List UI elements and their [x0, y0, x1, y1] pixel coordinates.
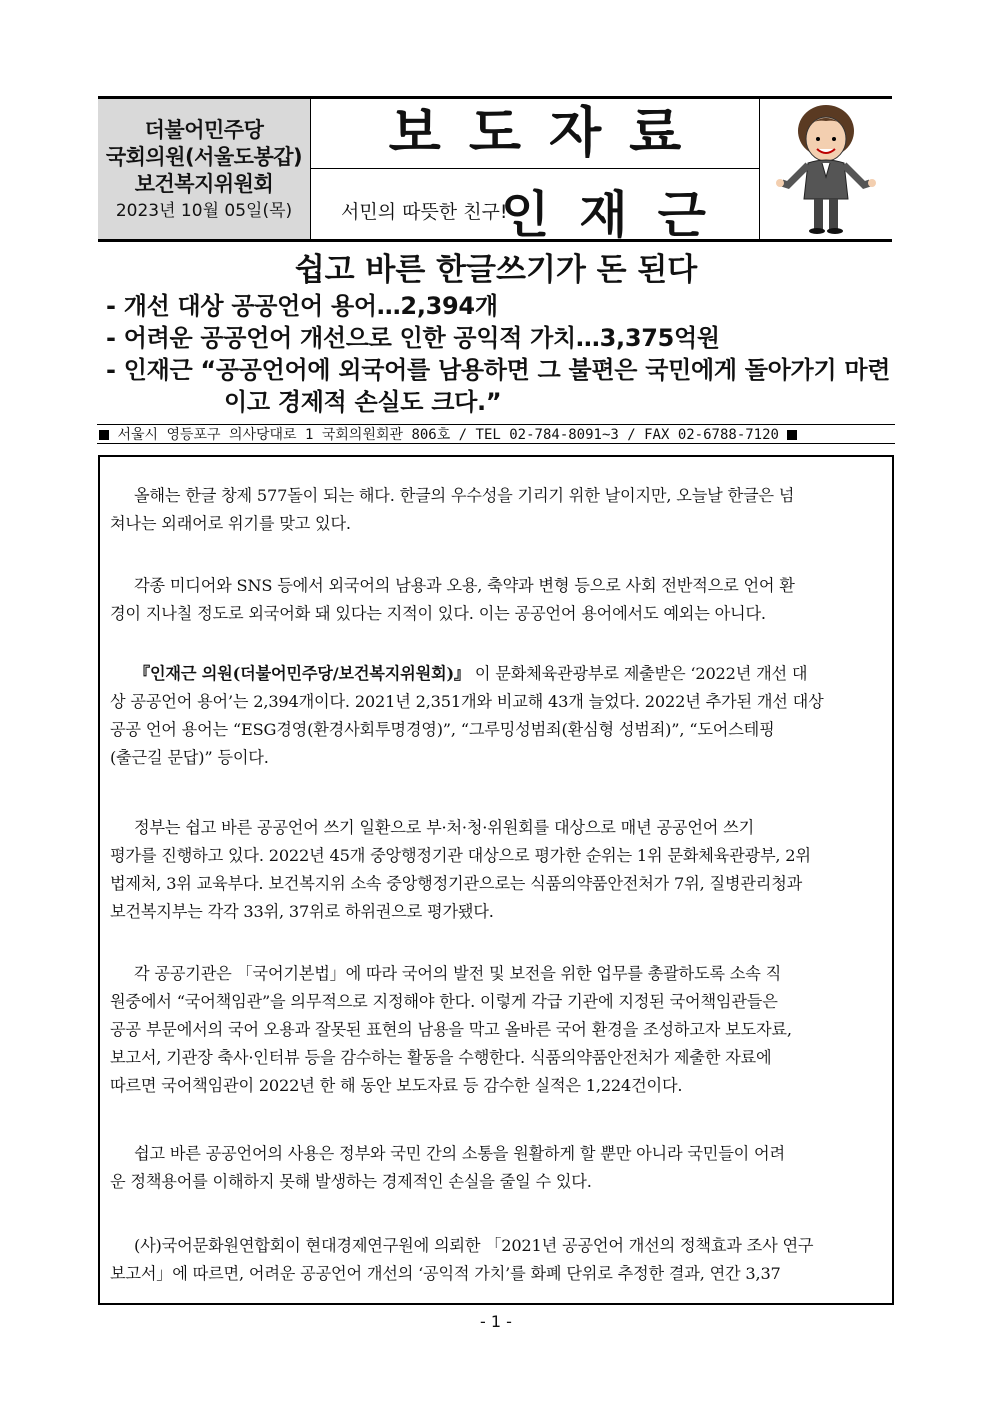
- caricature-cell: [759, 99, 892, 239]
- committee-name: 보건복지위원회: [134, 172, 274, 196]
- page-number: - 1 -: [480, 1312, 512, 1331]
- paragraph-4: 정부는 쉽고 바른 공공언어 쓰기 일환으로 부·처·청·위원회를 대상으로 매년 공공언어 쓰기 평가를 진행하고 있다. 2022년 45개 중앙행정기관 대상으로 평가한 순위는 1위 문화체육관광부, 2위 법제처, 3위 교육부다. 보건복지위 소속 중앙행정기관으로는 식품의약품안전처가 7위, 질병관리청과 보건복지부는 각각 33위, 37위로 하위권으로 평가됐다.: [110, 818, 811, 921]
- lawmaker-reference: 『인재근 의원(더불어민주당/보건복지위원회)』: [134, 664, 470, 683]
- square-bullet-icon: [99, 430, 109, 440]
- square-bullet-icon: [787, 430, 797, 440]
- contact-address: 서울시 영등포구 의사당대로 1 국회의원회관 806호 / TEL 02-784-8091~3 / FAX 02-6788-7120: [117, 427, 779, 443]
- district-name: 국회의원(서울도봉갑): [105, 145, 303, 169]
- subheadline-3: - 인재근 “공공언어에 외국어를 남용하면 그 불편은 국민에게 돌아가기 마련: [106, 356, 891, 384]
- slogan-cell: [311, 169, 759, 244]
- press-release-header: [98, 96, 892, 242]
- document-title: 보도자료: [388, 101, 710, 164]
- lawmaker-name: 인재근: [501, 186, 736, 244]
- caricature-portrait: [760, 99, 891, 239]
- party-name: 더불어민주당: [144, 118, 264, 142]
- paragraph-6: 쉽고 바른 공공언어의 사용은 정부와 국민 간의 소통을 원활하게 할 뿐만 아니라 국민들이 어려 운 정책용어를 이해하지 못해 발생하는 경제적인 손실을 줄일 수 있다.: [110, 1144, 785, 1191]
- slogan: 서민의 따뜻한 친구!: [341, 201, 508, 223]
- release-date: 2023년 10월 05일(목): [115, 201, 293, 221]
- subheadline-2: - 어려운 공공언어 개선으로 인한 공익적 가치…3,375억원: [106, 324, 720, 352]
- contact-bar: [97, 424, 895, 444]
- paragraph-7: (사)국어문화원연합회이 현대경제연구원에 의뢰한 「2021년 공공언어 개선의 정책효과 조사 연구 보고서」에 따르면, 어려운 공공언어 개선의 ‘공익적 가치’를 화폐 단위로 추정한 결과, 연간 3,37: [110, 1236, 814, 1283]
- organization-info: [98, 99, 311, 239]
- title-cell: [311, 99, 759, 169]
- headline: 쉽고 바른 한글쓰기가 돈 된다: [294, 252, 698, 288]
- paragraph-5: 각 공공기관은 「국어기본법」에 따라 국어의 발전 및 보전을 위한 업무를 총괄하도록 소속 직 원중에서 “국어책임관”을 의무적으로 지정해야 한다. 이렇게 각급 기관에 지정된 국어책임관들은 공공 부문에서의 국어 오용과 잘못된 표현의 남용을 막고 올바른 국어 환경을 조성하고자 보도자료, 보고서, 기관장 축사·인터뷰 등을 감수하는 활동을 수행한다. 식품의약품안전처가 제출한 자료에 따르면 국어책임관이 2022년 한 해 동안 보도자료 등 감수한 실적은 1,224건이다.: [110, 964, 792, 1095]
- paragraph-2: 각종 미디어와 SNS 등에서 외국어의 남용과 오용, 축약과 변형 등으로 사회 전반적으로 언어 환 경이 지나칠 정도로 외국어화 돼 있다는 지적이 있다. 이는 공공언어 용어에서도 예외는 아니다.: [110, 576, 795, 623]
- paragraph-1: 올해는 한글 창제 577돌이 되는 해다. 한글의 우수성을 기리기 위한 날이지만, 오늘날 한글은 넘 쳐나는 외래어로 위기를 맞고 있다.: [110, 486, 795, 533]
- subheadline-1: - 개선 대상 공공언어 용어…2,394개: [106, 292, 498, 320]
- paragraph-3: 『인재근 의원(더불어민주당/보건복지위원회)』 이 문화체육관광부로 제출받은 ‘2022년 개선 대 상 공공언어 용어’는 2,394개이다. 2021년 2,351개와 비교해 43개 늘었다. 2022년 추가된 개선 대상 공공 언어 용어는 “ESG경영(환경사회투명경영)”, “그루밍성범죄(환심형 성범죄)”, “도어스테핑 (출근길 문답)” 등이다.: [110, 664, 824, 767]
- subheadline-3-cont: 이고 경제적 손실도 크다.”: [224, 388, 502, 416]
